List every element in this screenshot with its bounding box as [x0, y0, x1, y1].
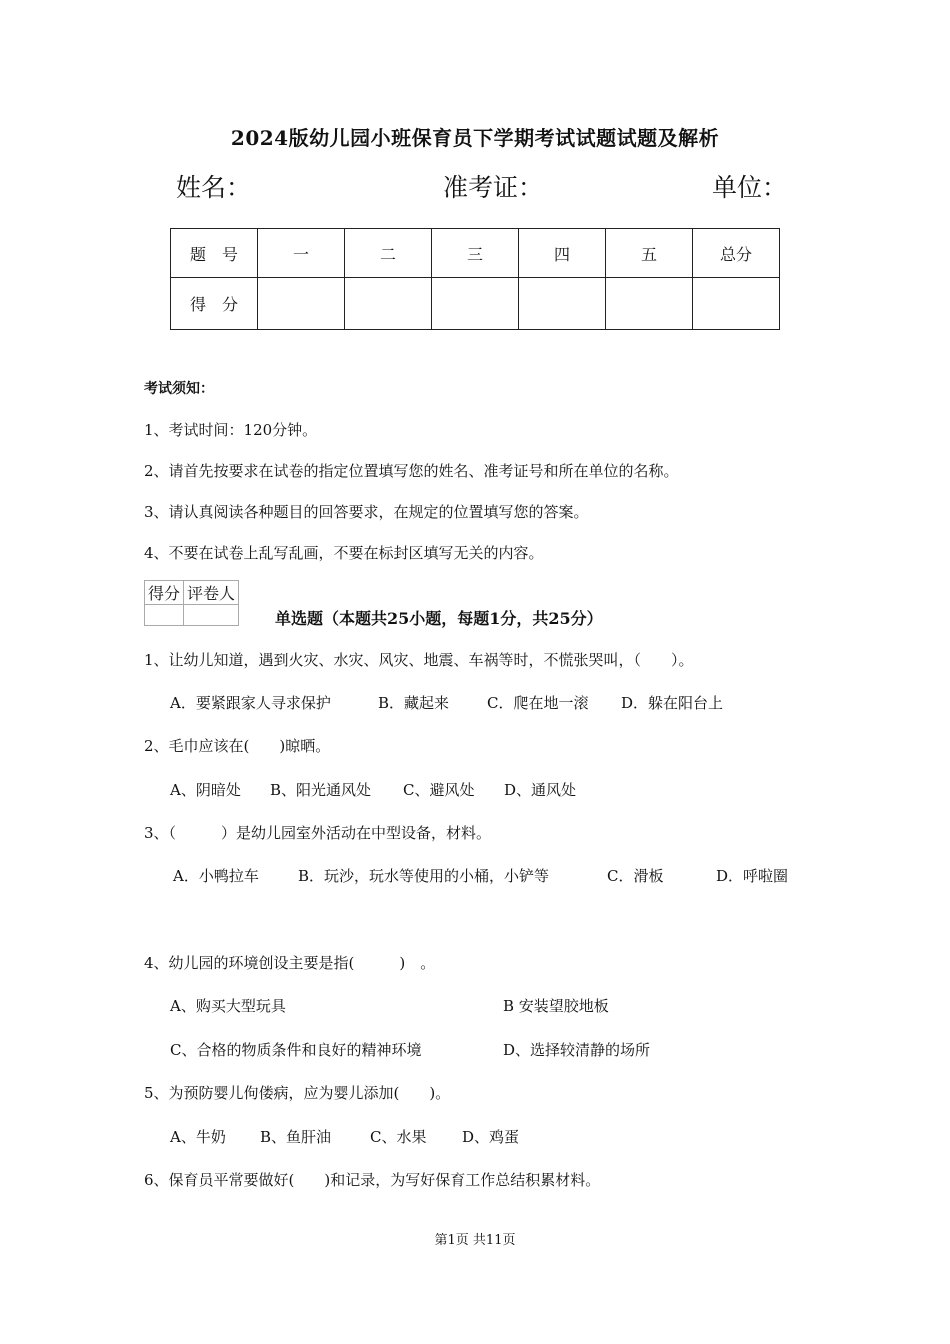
- score-table-score-row: [171, 278, 780, 330]
- score-cell[interactable]: [606, 278, 693, 330]
- question-option: C、合格的物质条件和良好的精神环境: [170, 1041, 422, 1059]
- score-cell[interactable]: [519, 278, 606, 330]
- question-option: D、通风处: [504, 781, 577, 799]
- question-option: A、阴暗处: [170, 781, 241, 799]
- question-stem: 1、让幼儿知道，遇到火灾、水灾、风灾、地震、车祸等时，不慌张哭叫，（ ）。: [144, 651, 694, 669]
- question-option: D、选择较清静的场所: [503, 1041, 651, 1059]
- question-option: C．滑板: [607, 867, 664, 885]
- question-stem: 5、为预防婴儿佝偻病，应为婴儿添加( )。: [144, 1084, 451, 1102]
- question-option: D、鸡蛋: [462, 1128, 520, 1146]
- question-stem: 6、保育员平常要做好( )和记录，为写好保育工作总结积累材料。: [144, 1171, 601, 1189]
- question-option: C、水果: [370, 1128, 427, 1146]
- section-title: 单选题（本题共25小题，每题1分，共25分）: [275, 609, 603, 628]
- exam-number-field-label: 准考证：: [443, 173, 544, 202]
- question-option: D．躲在阳台上: [621, 694, 724, 712]
- question-stem: 3、（ ）是幼儿园室外活动在中型设备，材料。: [144, 824, 492, 842]
- score-table: [170, 228, 780, 330]
- question-option: B．藏起来: [378, 694, 450, 712]
- notice-item: 2、请首先按要求在试卷的指定位置填写您的姓名、准考证号和所在单位的名称。: [144, 462, 679, 480]
- score-table-header-row: [171, 229, 780, 278]
- question-stem: 4、幼儿园的环境创设主要是指( ) 。: [144, 954, 436, 972]
- grader-name-cell[interactable]: [184, 605, 239, 626]
- page-title: 2024版幼儿园小班保育员下学期考试试题试题及解析: [230, 126, 720, 150]
- grader-score-label: 得分: [145, 581, 184, 605]
- score-header-cell: 四: [519, 229, 606, 278]
- notice-item: 4、不要在试卷上乱写乱画，不要在标封区填写无关的内容。: [144, 544, 544, 562]
- score-header-cell: 五: [606, 229, 693, 278]
- question-option: C、避风处: [403, 781, 475, 799]
- question-option: A．要紧跟家人寻求保护: [170, 694, 331, 712]
- question-option: B、鱼肝油: [260, 1128, 332, 1146]
- question-option: A、购买大型玩具: [170, 997, 286, 1015]
- notice-heading: 考试须知：: [144, 381, 214, 397]
- page-footer: 第1页 共11页: [434, 1233, 516, 1248]
- question-option: D．呼啦圈: [716, 867, 789, 885]
- unit-field-label: 单位：: [712, 173, 788, 202]
- score-header-cell: 总分: [693, 229, 780, 278]
- score-header-cell: 二: [345, 229, 432, 278]
- score-cell[interactable]: [345, 278, 432, 330]
- question-option: A．小鸭拉车: [173, 867, 259, 885]
- question-stem: 2、毛巾应该在( )晾晒。: [144, 737, 331, 755]
- question-option: C．爬在地一滚: [487, 694, 589, 712]
- score-row-label: 得 分: [171, 278, 258, 330]
- question-option: B 安装望胶地板: [503, 997, 609, 1015]
- notice-item: 3、请认真阅读各种题目的回答要求，在规定的位置填写您的答案。: [144, 503, 589, 521]
- grader-name-label: 评卷人: [184, 581, 239, 605]
- score-header-cell: 一: [258, 229, 345, 278]
- grader-box: [144, 580, 239, 626]
- grader-score-cell[interactable]: [145, 605, 184, 626]
- score-cell[interactable]: [693, 278, 780, 330]
- score-header-cell: 题 号: [171, 229, 258, 278]
- score-header-cell: 三: [432, 229, 519, 278]
- question-option: B．玩沙，玩水等使用的小桶，小铲等: [298, 867, 550, 885]
- score-cell[interactable]: [258, 278, 345, 330]
- question-option: A、牛奶: [170, 1128, 226, 1146]
- question-option: B、阳光通风处: [270, 781, 372, 799]
- score-cell[interactable]: [432, 278, 519, 330]
- notice-item: 1、考试时间：120分钟。: [144, 421, 318, 439]
- name-field-label: 姓名：: [176, 173, 252, 202]
